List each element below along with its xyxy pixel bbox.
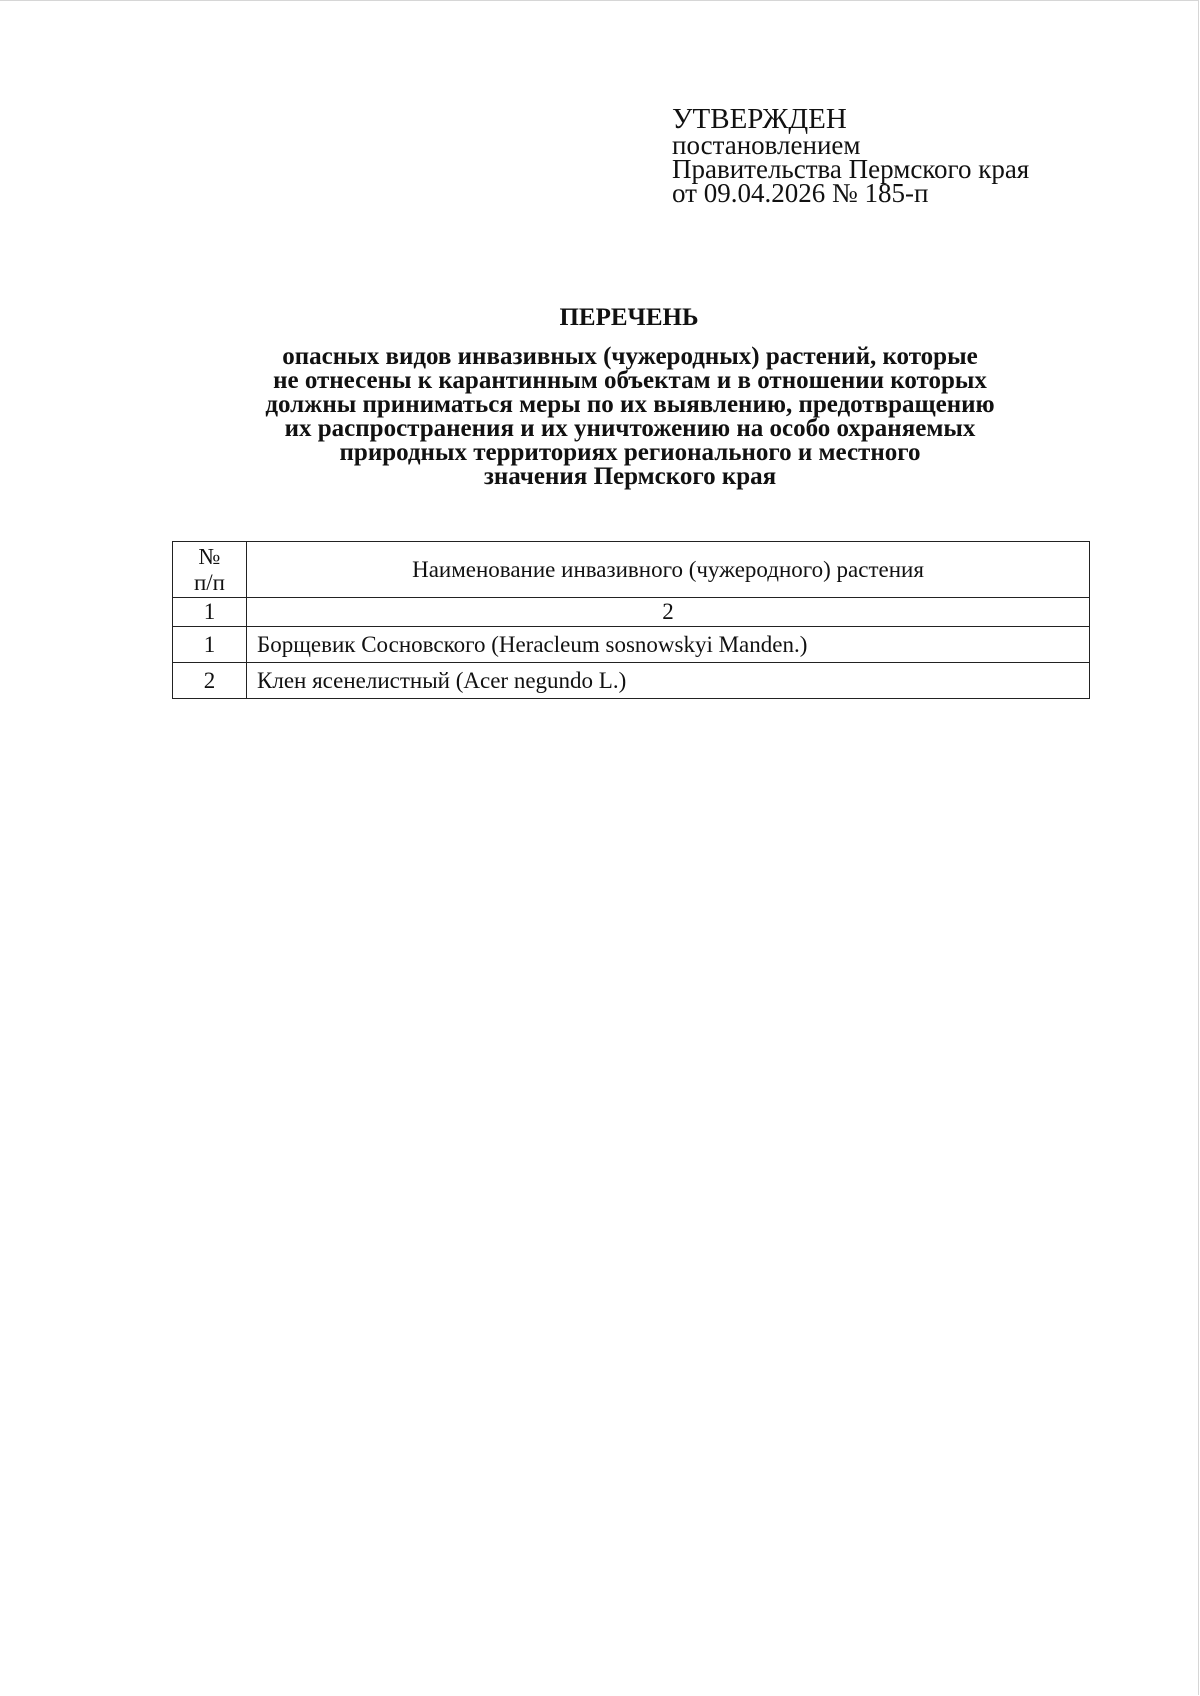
table-row bbox=[173, 627, 1090, 663]
approval-line-resolution: постановлением bbox=[672, 130, 861, 160]
column-index-row bbox=[173, 598, 1090, 627]
table-header-row bbox=[173, 542, 1090, 598]
header-plant-name: Наименование инвазивного (чужеродного) растения bbox=[247, 542, 1090, 598]
row-number-cell: 2 bbox=[173, 663, 247, 699]
table-row bbox=[173, 663, 1090, 699]
column-index-cell: 1 bbox=[173, 598, 247, 627]
subtitle-line: природных территориях регионального и местного bbox=[339, 439, 921, 466]
approval-stamp bbox=[672, 103, 1102, 208]
invasive-species-table bbox=[172, 541, 1090, 699]
plant-name-cell: Борщевик Сосновского (Heracleum sosnowskyi Manden.) bbox=[247, 627, 1090, 663]
plant-name-cell: Клен ясенелистный (Acer negundo L.) bbox=[247, 663, 1090, 699]
subtitle-line: их распространения и их уничтожению на особо охраняемых bbox=[284, 415, 976, 442]
header-number: № п/п bbox=[173, 542, 247, 598]
approval-heading: УТВЕРЖДЕН bbox=[672, 103, 847, 135]
subtitle-line: опасных видов инвазивных (чужеродных) растений, которые bbox=[282, 343, 978, 370]
approval-line-government: Правительства Пермского края bbox=[672, 154, 1030, 184]
subtitle-line: не отнесены к карантинным объектам и в отношении которых bbox=[273, 367, 987, 394]
document-subtitle bbox=[180, 345, 1080, 489]
row-number-cell: 1 bbox=[173, 627, 247, 663]
document-title: ПЕРЕЧЕНЬ bbox=[559, 304, 699, 331]
column-index-cell: 2 bbox=[247, 598, 1090, 627]
subtitle-line: должны приниматься меры по их выявлению, предотвращению bbox=[265, 391, 995, 418]
approval-line-date-number: от 09.04.2026 № 185-п bbox=[672, 178, 929, 208]
subtitle-line: значения Пермского края bbox=[483, 463, 777, 490]
